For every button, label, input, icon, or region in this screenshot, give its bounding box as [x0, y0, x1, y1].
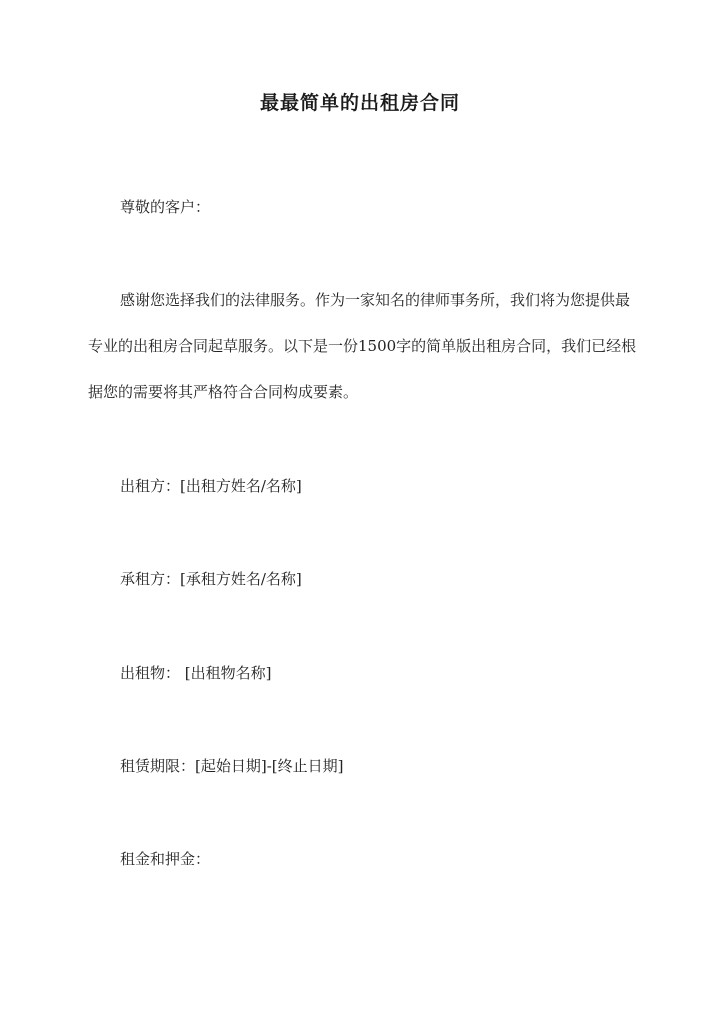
lease-term-field: 租赁期限：[起始日期]-[终止日期] [120, 757, 344, 775]
property-field: 出租物： [出租物名称] [120, 664, 272, 682]
lessor-field: 出租方：[出租方姓名/名称] [120, 477, 302, 495]
greeting-line: 尊敬的客户： [120, 198, 211, 216]
lessee-field: 承租方：[承租方姓名/名称] [120, 570, 302, 588]
document-title: 最最简单的出租房合同 [259, 92, 460, 114]
rent-deposit-heading: 租金和押金： [120, 850, 211, 868]
intro-paragraph: 感谢您选择我们的法律服务。作为一家知名的律师事务所，我们将为您提供最专业的出租房合同起草服务。以下是一份1500字的简单版出租房合同，我们已经根据您的需要将其严格符合合同构成要素。 [88, 291, 637, 401]
